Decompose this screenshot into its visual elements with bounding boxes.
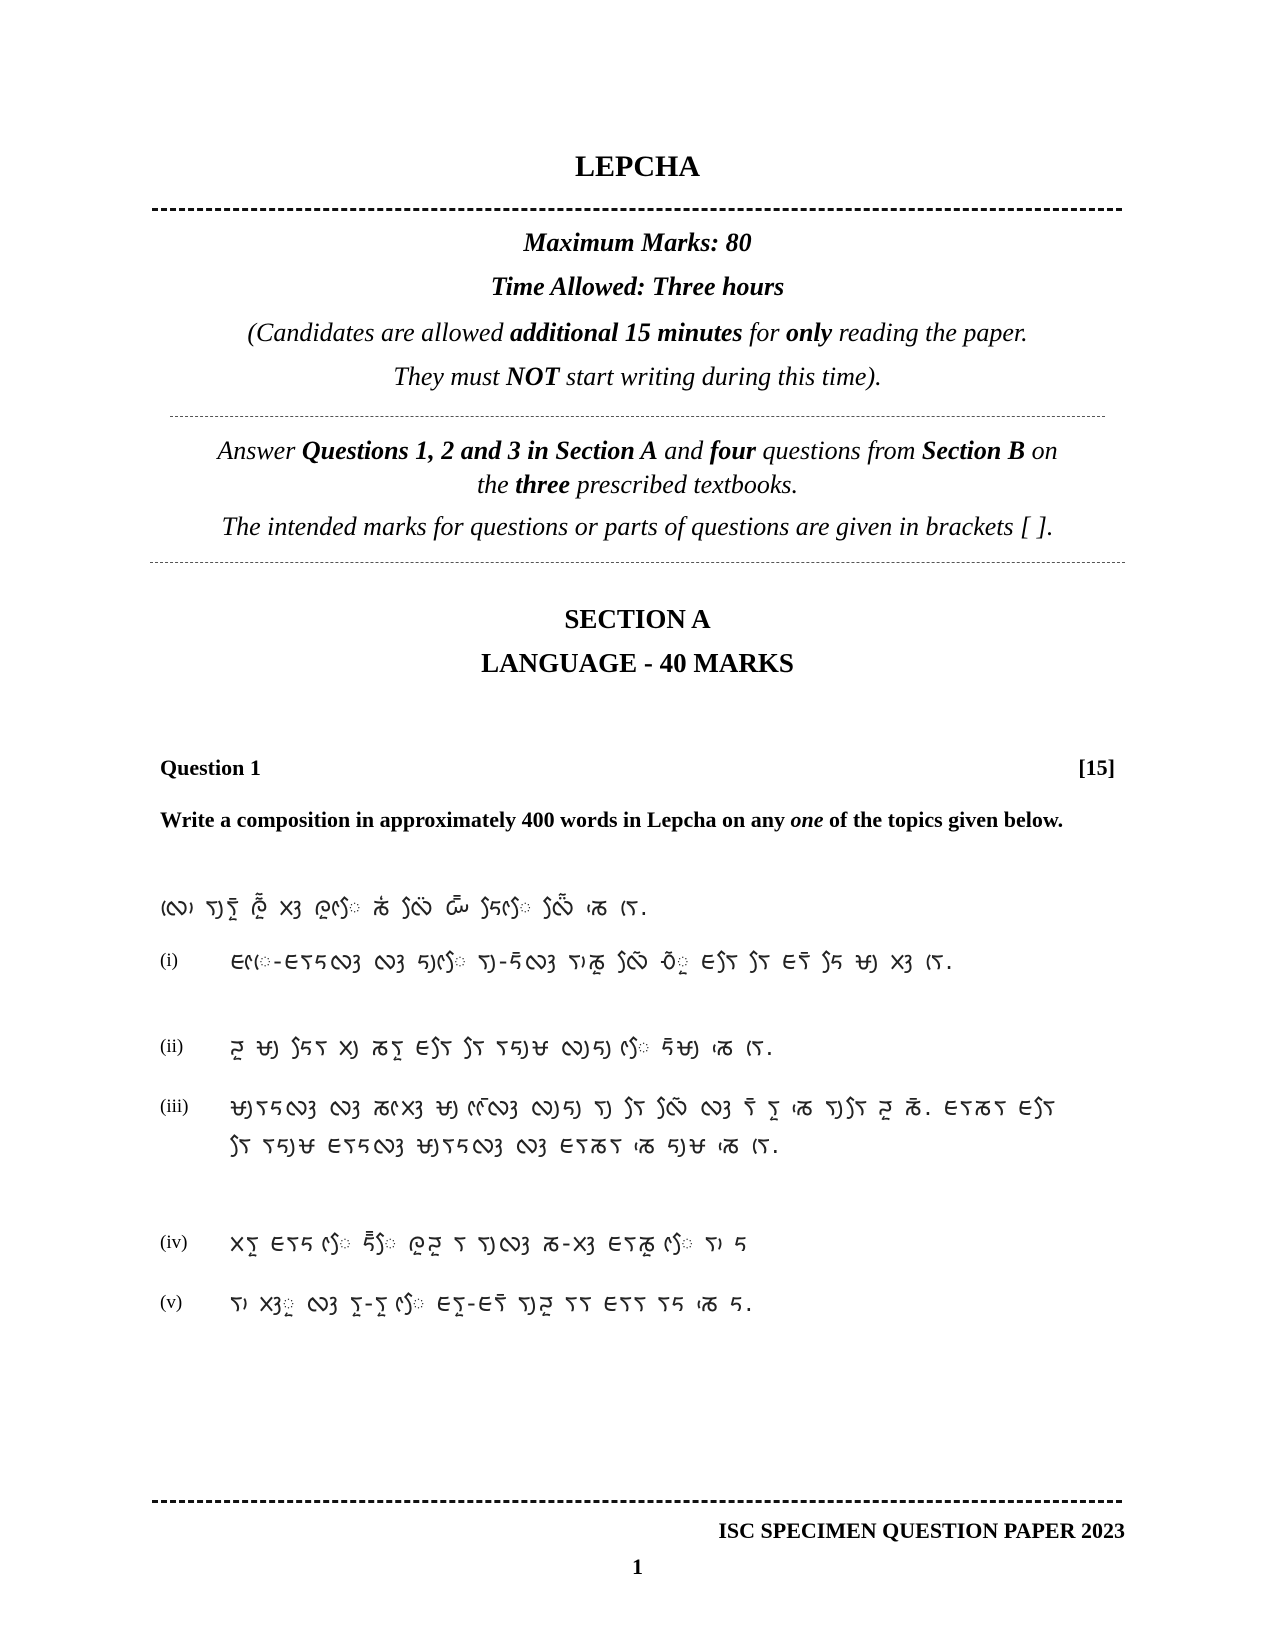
question-label: Question 1 — [160, 755, 261, 780]
reading-time-line-1: (Candidates are allowed additional 15 minutes for only reading the paper. — [247, 318, 1028, 347]
topic-text: ᰞᰛᰬ ᰀᰛᰁ ᰦᰧ ᰁᰳᰳᰧ ᰍᰬᰎᰬ ᰛ ᰛᰪᰜᰫ ᰕ-ᰞᰫ ᰀᰛᰕᰬ ᰦᰧ ᰛᰥ ᰁ — [230, 1229, 750, 1257]
section-subtitle: LANGUAGE - 40 MARKS — [481, 648, 794, 678]
divider-middle — [170, 416, 1105, 418]
topic-number: (iv) — [160, 1232, 188, 1253]
paper-title: LEPCHA — [574, 150, 700, 183]
divider-bottom — [150, 562, 1125, 564]
topic-text: ᰀᰦᰨ-ᰀᰛᰁᰜᰫ ᰜᰫ ᰁᰪᰦᰧ ᰛᰪ-ᰁᰳᰜᰫ ᰛᰥᰕᰬ ᰜᰧᰶ ᰆᰶᰬ ᰀᰛᰧ ᰛᰧ ᰀᰛᰳ ᰁᰧ ᰝᰪ ᰞᰫ ᰛᰨ. — [230, 947, 955, 975]
section-title: SECTION A — [564, 604, 711, 634]
max-marks: Maximum Marks: 80 — [523, 228, 752, 257]
topic-number: (iii) — [160, 1096, 189, 1117]
instructions-line-3: The intended marks for questions or parts of questions are given in brackets [ ]. — [221, 512, 1054, 541]
topic-number: (i) — [160, 950, 178, 971]
reading-time-line-2: They must NOT start writing during this time). — [393, 362, 882, 391]
instructions-line-2: the three prescribed textbooks. — [476, 470, 799, 499]
topic-text: ᰝᰪᰛᰁᰜᰫ ᰜᰫ ᰕᰦᰞᰫ ᰝᰪ ᰦᰦᰳᰜᰫ ᰜᰪᰁᰪ ᰛᰪ ᰛᰧ ᰜᰧᰶ ᰜᰫ ᰛᰳ ᰛᰬ ᰕᰵ ᰛᰪᰛᰧ ᰎᰬ ᰕᰳ. ᰀᰛᰕᰛ ᰀᰛᰧ ᰛᰧ ᰛᰁᰪᰝ ᰀᰛᰁᰜᰫ ᰝᰪᰛᰁᰜᰫ ᰜᰫ ᰀᰛᰕᰛ ᰕᰵ ᰁᰪᰝ ᰕᰵ ᰛᰨ. — [230, 1093, 1057, 1159]
question-prompt: Write a composition in approximately 400 words in Lepcha on any one of the topics given below. — [160, 807, 1064, 832]
question-marks: [15] — [1078, 755, 1115, 780]
page-number: 1 — [632, 1554, 643, 1579]
footer-divider — [152, 1500, 1122, 1519]
time-allowed: Time Allowed: Three hours — [490, 272, 785, 301]
instructions-line-1: Answer Questions 1, 2 and 3 in Section A and four questions from Section B on — [217, 436, 1058, 465]
topic-text: ᰛᰥ ᰞᰫᰬ ᰜᰫ ᰛᰬ-ᰛᰬ ᰦᰧ ᰀᰛᰬ-ᰀᰛᰳ ᰛᰪᰎᰬ ᰛᰛ ᰀᰛᰛ ᰛᰁ ᰕᰵ ᰁ. — [230, 1289, 755, 1317]
topic-number: (ii) — [160, 1036, 184, 1057]
topic-number: (v) — [160, 1292, 183, 1313]
footer-paper-title: ISC SPECIMEN QUESTION PAPER 2023 — [718, 1518, 1125, 1543]
topic-text: ᰎᰬ ᰝᰪ ᰁᰧᰛ ᰞᰪ ᰕᰛᰬ ᰀᰛᰧ ᰛᰧ ᰛᰁᰪᰝ ᰜᰪᰁᰪ ᰦᰧ ᰁᰳᰝᰪ ᰕᰵ ᰛᰨ. — [230, 1033, 776, 1061]
lepcha-instruction: ᰜᰥᰨ ᰛᰪᰛᰬᰳ ᰍᰬᰶᰶ ᰞᰫ ᰍᰬᰦᰧ ᰕᰭ ᰜᰧᰮ ᰠᰳᰳ ᰁᰧᰦᰧ ᰜᰧᰮᰶ ᰕᰵ ᰛᰨ. — [160, 893, 650, 921]
divider-top — [152, 208, 1122, 227]
